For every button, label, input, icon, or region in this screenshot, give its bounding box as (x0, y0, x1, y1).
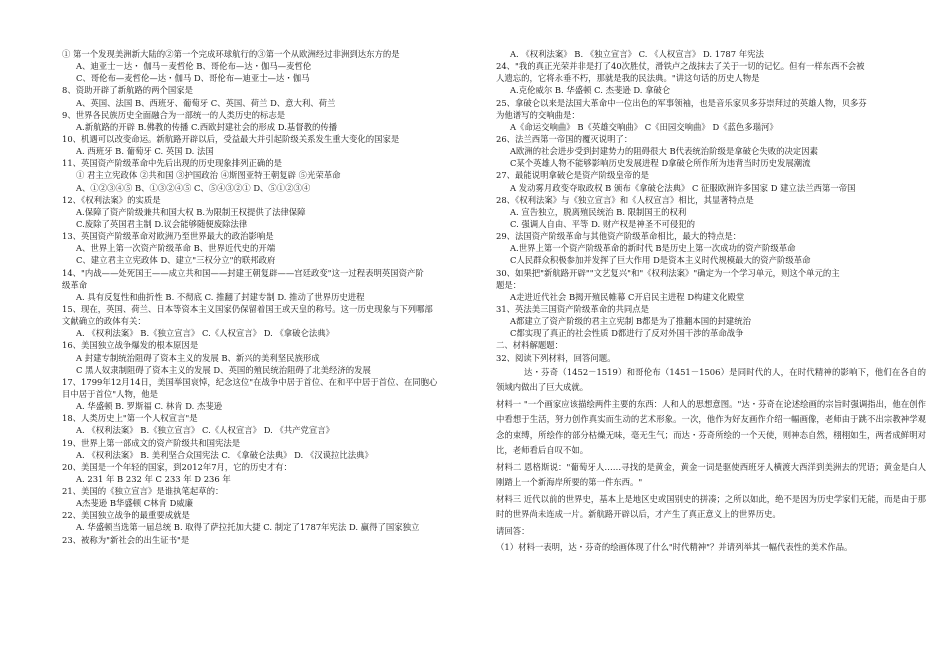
left-option-line: A. 具有反复性和曲折性 B. 不彻底 C. 推翻了封建专制 D. 推动了世界历史进程 (76, 291, 365, 302)
left-question-line: 9、世界各民族历史全面融合为一部统一的人类历史的标志是 (62, 109, 286, 120)
question-32-part-1: （1）材料一表明，达・芬奇的绘画体现了什么"时代精神"？并请列举其一幅代表性的美术作品。 (496, 542, 853, 553)
right-question-line: 29、法国资产阶级革命与其他资产阶级革命相比，最大的特点是： (496, 231, 742, 242)
left-option-line: A. 231 年 B 232 年 C 233 年 D 236 年 (76, 473, 231, 484)
left-question-line: 16、美国独立战争爆发的根本原因是 (62, 340, 199, 351)
left-question-line: 文献确立的政体有关： (62, 316, 146, 327)
right-option-line: C某个英雄人物不能够影响历史发展进程 D拿破仑所作所为违背当时历史发展潮流 (510, 158, 811, 169)
material-three: 材料三 近代以前的世界史，基本上是地区史或国别史的拼凑；之所以如此，绝不是因为历史学家们无能，而是由于那时的世界尚未连成一片。新航路开辟以后，才产生了真正意义上的世界历史。 (496, 493, 926, 520)
left-question-line: 8、资助开辟了新航路的两个国家是 (62, 85, 193, 96)
right-question-line: 28、《权利法案》与《独立宣言》和《人权宣言》相比，其显著特点是 (496, 194, 754, 205)
left-question-line: 12、《权利法案》的实质是 (62, 194, 161, 205)
right-option-line: A. 《权利法案》 B. 《独立宣言》 C. 《人权宣言》 D. 1787 年宪法 (510, 49, 764, 59)
right-option-line: A欧洲的社会进步受到封建势力的阻碍很大 B代表统治阶级是拿破仑失败的决定因素 (510, 146, 818, 157)
right-question-line: 27、最能说明拿破仑是资产阶级皇帝的是 (496, 170, 650, 181)
right-option-line: C都实现了真正的社会性质 D都进行了反对外国干涉的革命战争 (510, 328, 744, 339)
right-option-line: C. 强调人自由、平等 D. 财产权是神圣不可侵犯的 (510, 218, 695, 229)
right-option-line: A.世界上第一个资产阶级革命的新时代 B是历史上第一次成功的资产阶级革命 (510, 243, 796, 254)
left-column (62, 48, 502, 546)
left-question-line: 19、世界上第一部成文的资产阶级共和国宪法是 (62, 437, 241, 448)
left-option-line: C.废除了英国君主制 D.议会能够随便废除法律 (76, 218, 248, 229)
left-option-line: A、①②③④⑤ B、①③②④⑤ C、⑤④③②① D、⑤①②③④ (76, 182, 311, 193)
right-option-line: A.克伦威尔 B. 华盛顿 C. 杰斐逊 D. 拿破仑 (510, 85, 671, 96)
left-option-line: A.新航路的开辟 B.佛教的传播 C.西欧封建社会的形成 D.基督教的传播 (76, 121, 338, 132)
right-question-line: 30、如果把"新航路开辟""文艺复兴"和"《权利法案》"确定为一个学习单元，则这个单元的主 (496, 267, 840, 278)
right-question-line: 24、"我的真正光荣并非是打了40次胜仗，滑铁卢之战抹去了关于一切的记忆。但有一样东西不会被 (496, 61, 865, 72)
right-question-line: 32、阅读下列材料，回答问题。 (496, 352, 616, 363)
right-question-line: 为他谱写的交响曲是： (496, 109, 580, 120)
right-option-line: A《命运交响曲》 B《英雄交响曲》 C《田园交响曲》 D《蓝色多瑙河》 (510, 121, 778, 132)
left-option-line: A. 华盛顿当选第一届总统 B. 取得了萨拉托加大捷 C. 制定了1787年宪法 D. 赢得了国家独立 (76, 522, 420, 533)
left-option-line: C 黑人奴隶制阻碍了资本主义的发展 D、英国的殖民统治阻碍了北美经济的发展 (76, 364, 371, 375)
right-question-line: 31、英法美三国资产阶级革命的共同点是 (496, 303, 650, 314)
right-question-line: 26、法兰西第一帝国的覆灭说明了： (496, 133, 633, 144)
right-question-line: 25、拿破仑以来是法国大革命中一位出色的军事领袖，也是音乐家贝多芬崇拜过的英雄人物，贝多芬 (496, 97, 867, 108)
material-intro: 达・芬奇（1452－1519）和哥伦布（1451－1506）是同时代的人，在时代精神的影响下，他们在各自的领域内做出了巨大成就。 (496, 366, 926, 393)
left-question-line: 级革命 (62, 279, 88, 290)
left-question-line: 17、1799年12月14日，美国举国哀悼，纪念这位"在战争中居于首位、在和平中居于首位、在同胞心 (62, 376, 438, 387)
right-column (496, 48, 926, 556)
left-option-line: A. 《权利法案》 B.《独立宣言》 C.《人权宣言》 D. 《共产党宣言》 (76, 425, 335, 436)
right-option-line: C人民群众积极参加并发挥了巨大作用 D是资本主义时代规模最大的资产阶级革命 (510, 255, 811, 266)
left-question-line: 14、"内战——处死国王——成立共和国——封建王朝复辟——宫廷政变"这一过程表明英国资产阶 (62, 267, 424, 278)
left-question-line: 21、美国的《独立宣言》是谁执笔起草的： (62, 486, 224, 497)
material-two: 材料二 恩格斯说："葡萄牙人……寻找的是黄金，黄金一词是驱使西班牙人横渡大西洋到美洲去的咒语；黄金是白人刚踏上一个新海岸所要的第一件东西。" (496, 461, 926, 488)
right-option-line: A 发动雾月政变夺取政权 B 颁布《拿破仑法典》 C 征服欧洲许多国家 D 建立法兰西第一帝国 (510, 182, 856, 193)
right-question-line: 二、材料解题题： (496, 340, 563, 351)
left-question-line: 20、美国是一个年轻的国家，到2012年7月，它的历史才有： (62, 461, 292, 472)
left-question-line: 22、美国独立战争的最重要成就是 (62, 510, 190, 521)
left-option-line: A杰斐逊 B华盛顿 C林肯 D威廉 (76, 498, 194, 509)
left-option-line: A、英国、法国 B、西班牙、葡萄牙 C、英国、荷兰 D、意大利、荷兰 (76, 97, 336, 108)
left-option-line: A、迪亚士－达・ 伽马－麦哲伦 B、哥伦布—达・伽马—麦哲伦 (76, 61, 312, 72)
left-question-line: 13、英国资产阶级革命对欧洲乃至世界最大的政治影响是 (62, 231, 274, 242)
left-option-line: A.保障了资产阶级兼共和国大权 B.为限制王权提供了法律保障 (76, 206, 306, 217)
left-option-line: A、世界上第一次资产阶级革命 B、世界近代史的开端 (76, 243, 276, 254)
left-question-line: 10、机遇可以改变命运。新航路开辟以后，受益最大并引起阶级关系发生重大变化的国家是 (62, 133, 400, 144)
right-question-line: 人遗忘的，它将永垂不朽，那就是我的民法典。"讲这句话的历史人物是 (496, 73, 760, 84)
left-question-line: 目中居于首位"人物，他是 (62, 388, 158, 399)
right-option-line: A都建立了资产阶级的君主立宪制 B都是为了推翻本国的封建统治 (510, 316, 751, 327)
material-one: 材料一 "一个画家应该描绘两件主要的东西：人和人的思想意图。"达・芬奇在论述绘画的宗旨时强调指出，他在创作中看想于生活，努力创作真实而生动的艺术形象。一次，他作为好友画作介绍一幅画像，老师由于跳不出宗教神学观念的束缚，所绘作的部分枯燥无味，毫无生气；而达・芬奇所绘的一个天使，则神态自然，栩栩如生，两者成鲜明对比，老师看后自叹不如。 (496, 398, 926, 456)
left-option-line: ① 君主立宪政体 ②共和国 ③护国政治 ④斯图亚特王朝复辟 ⑤光荣革命 (76, 170, 341, 181)
right-option-line: A走进近代社会 B揭开殖民帷幕 C开启民主进程 D构建文化殿堂 (510, 291, 745, 302)
left-question-line: 18、人类历史上"第一个人权宣言"是 (62, 413, 198, 424)
please-answer-label: 请回答： (496, 525, 530, 536)
left-option-line: C、哥伦布—麦哲伦—达・伽马 D、哥伦布—迪亚士—达・伽马 (76, 73, 310, 84)
left-question-line: 23、被称为"新社会的出生证书"是 (62, 534, 190, 545)
left-option-line: A. 《权利法案》 B. 美利坚合众国宪法 C. 《拿破仑法典》 D. 《汉谟拉比法典》 (76, 449, 373, 460)
left-question-line: ① 第一个发现美洲新大陆的②第一个完成环球航行的③第一个从欧洲经过非洲到达东方的是 (62, 49, 400, 59)
right-question-line: 题是： (496, 279, 522, 290)
left-option-line: A. 华盛顿 B. 罗斯福 C. 林肯 D. 杰斐逊 (76, 401, 223, 412)
left-option-line: A. 《权利法案》 B.《独立宣言》 C.《人权宣言》 D. 《拿破仑法典》 (76, 328, 335, 339)
left-option-line: A. 西班牙 B. 葡萄牙 C. 英国 D. 法国 (76, 146, 214, 157)
left-question-line: 15、现在，英国、荷兰、日本等资本主义国家仍保留着国王或天皇的称号。这一历史现象与下列哪部 (62, 303, 433, 314)
left-question-line: 11、英国资产阶级革命中先后出现的历史现象排列正确的是 (62, 158, 283, 169)
right-column-questions (496, 48, 926, 364)
left-option-line: C、建立君主立宪政体 D、建立"三权分立"的联邦政府 (76, 255, 276, 266)
right-option-line: A. 宣告独立，脱离殖民统治 B. 限制国王的权利 (510, 206, 687, 217)
left-option-line: A 封建专制统治阻碍了资本主义的发展 B、新兴的美利坚民族形成 (76, 352, 320, 363)
